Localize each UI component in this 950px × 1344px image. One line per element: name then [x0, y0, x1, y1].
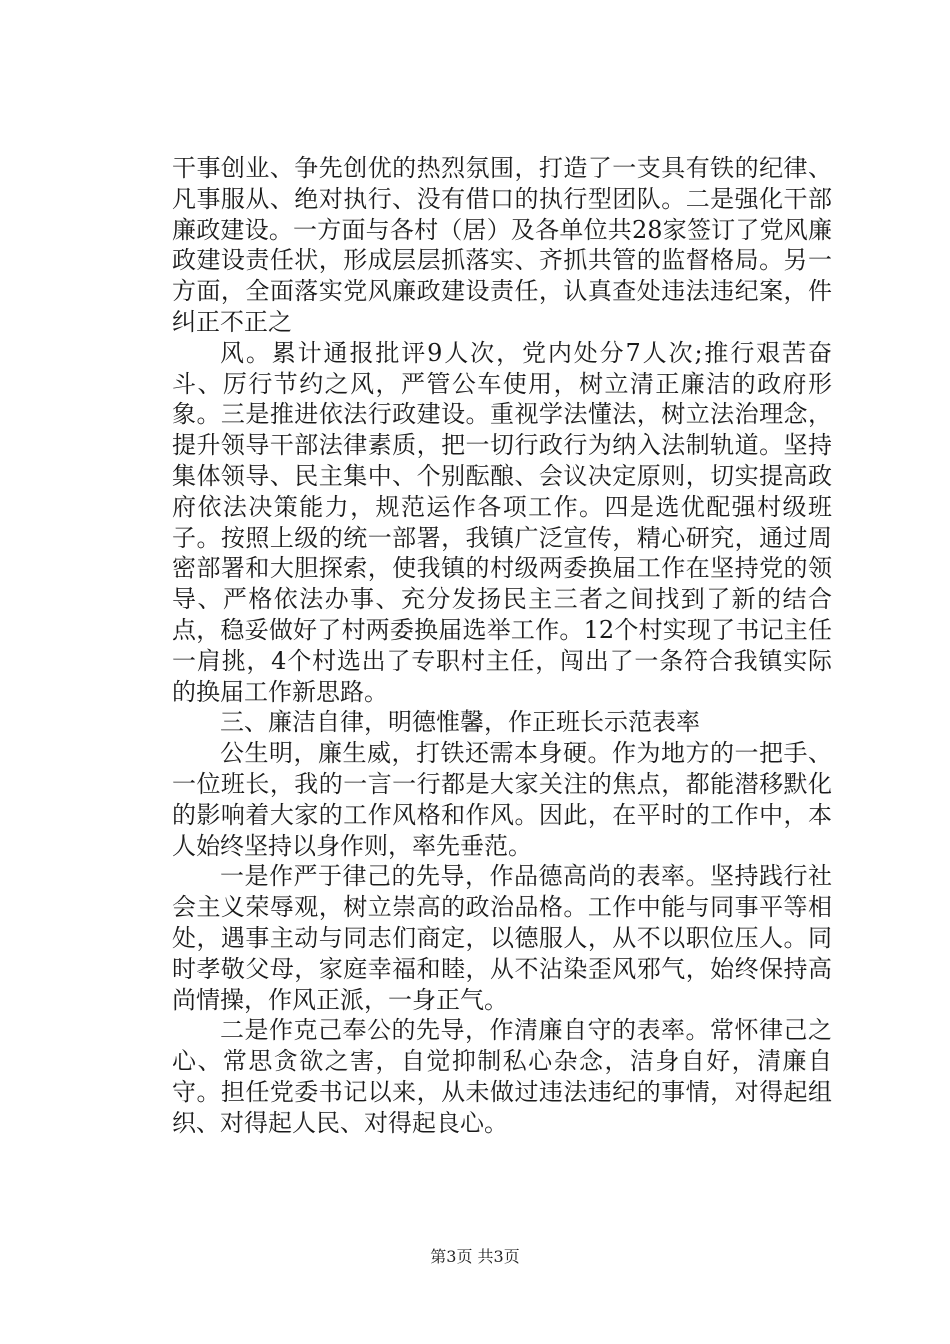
paragraph-2: 风。累计通报批评9人次，党内处分7人次;推行艰苦奋斗、厉行节约之风，严管公车使用，树立清正廉洁的政府形象。三是推进依法行政建设。重视学法懂法，树立法治理念，提升领导干部法律素质，把一切行政行为纳入法制轨道。坚持集体领导、民主集中、个别酝酿、会议决定原则，切实提高政府依法决策能力，规范运作各项工作。四是选优配强村级班子。按照上级的统一部署，我镇广泛宣传，精心研究，通过周密部署和大胆探索，使我镇的村级两委换届工作在坚持党的领导、严格依法办事、充分发扬民主三者之间找到了新的结合点，稳妥做好了村两委换届选举工作。12个村实现了书记主任一肩挑，4个村选出了专职村主任，闯出了一条符合我镇实际的换届工作新思路。	[172, 338, 832, 706]
section-heading: 三、廉洁自律，明德惟馨，作正班长示范表率	[220, 708, 700, 737]
paragraph-3: 公生明，廉生威，打铁还需本身硬。作为地方的一把手、一位班长，我的一言一行都是大家关注的焦点，都能潜移默化的影响着大家的工作风格和作风。因此，在平时的工作中，本人始终坚持以身作则，率先垂范。	[172, 739, 832, 860]
paragraph-4: 一是作严于律己的先导，作品德高尚的表率。坚持践行社会主义荣辱观，树立崇高的政治品格。工作中能与同事平等相处，遇事主动与同志们商定，以德服人，从不以职位压人。同时孝敬父母，家庭幸福和睦，从不沾染歪风邪气，始终保持高尚情操，作风正派，一身正气。	[172, 862, 832, 1014]
page-number-footer: 第3页 共3页	[430, 1247, 520, 1266]
document-body	[172, 153, 832, 1139]
paragraph-1: 干事创业、争先创优的热烈氛围，打造了一支具有铁的纪律、凡事服从、绝对执行、没有借口的执行型团队。二是强化干部廉政建设。一方面与各村（居）及各单位共28家签订了党风廉政建设责任状，形成层层抓落实、齐抓共管的监督格局。另一方面，全面落实党风廉政建设责任，认真查处违法违纪案，件纠正不正之	[172, 154, 832, 336]
paragraph-5: 二是作克己奉公的先导，作清廉自守的表率。常怀律己之心、常思贪欲之害，自觉抑制私心杂念，洁身自好，清廉自守。担任党委书记以来，从未做过违法违纪的事情，对得起组织、对得起人民、对得起良心。	[172, 1016, 832, 1137]
